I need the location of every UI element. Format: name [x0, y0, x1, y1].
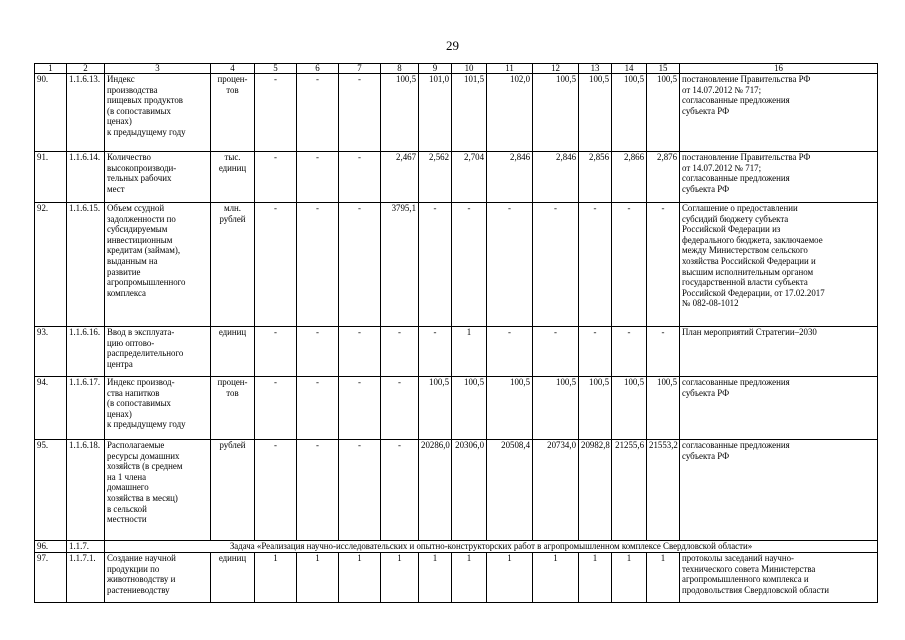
value-cell: 1: [255, 553, 297, 603]
value-cell: 2,856: [579, 152, 612, 203]
value-cell: 21255,6: [612, 440, 647, 541]
header-cell: 5: [255, 64, 297, 74]
value-cell: -: [419, 327, 452, 377]
value-cell: 1: [452, 553, 487, 603]
value-cell: 100,5: [579, 74, 612, 152]
row-code: 1.1.6.13.: [67, 74, 105, 152]
value-cell: -: [255, 203, 297, 327]
value-cell: -: [339, 327, 381, 377]
header-cell: 1: [35, 64, 67, 74]
value-cell: -: [255, 377, 297, 440]
unit-cell: единиц: [211, 553, 255, 603]
value-cell: 20286,0: [419, 440, 452, 541]
row-code: 1.1.6.15.: [67, 203, 105, 327]
value-cell: 1: [579, 553, 612, 603]
value-cell: 100,5: [612, 74, 647, 152]
value-cell: 1: [297, 553, 339, 603]
value-cell: -: [381, 440, 419, 541]
unit-cell: единиц: [211, 327, 255, 377]
header-cell: 12: [533, 64, 579, 74]
value-cell: -: [647, 203, 680, 327]
value-cell: 1: [647, 553, 680, 603]
source-cell: протоколы заседаний научно- технического совета Министерства агропромышленного комплекса и продовольствия Свердловской области: [680, 553, 878, 603]
value-cell: 2,876: [647, 152, 680, 203]
table-row: [35, 440, 878, 541]
value-cell: -: [255, 74, 297, 152]
value-cell: -: [255, 152, 297, 203]
unit-cell: рублей: [211, 440, 255, 541]
indicator-name: Объем ссудной задолженности по субсидируемым инвестиционным кредитам (займам), выданным на развитие агропромышленного комплекса: [105, 203, 211, 327]
value-cell: -: [255, 440, 297, 541]
indicators-table: [34, 63, 878, 603]
unit-cell: процен- тов: [211, 377, 255, 440]
value-cell: -: [452, 203, 487, 327]
value-cell: -: [297, 327, 339, 377]
row-number: 93.: [35, 327, 67, 377]
row-number: 92.: [35, 203, 67, 327]
header-cell: 13: [579, 64, 612, 74]
source-cell: согласованные предложения субъекта РФ: [680, 377, 878, 440]
value-cell: 1: [339, 553, 381, 603]
row-number: 91.: [35, 152, 67, 203]
value-cell: 100,5: [579, 377, 612, 440]
value-cell: -: [612, 327, 647, 377]
value-cell: 20734,0: [533, 440, 579, 541]
value-cell: 2,704: [452, 152, 487, 203]
value-cell: 21553,2: [647, 440, 680, 541]
header-cell: 10: [452, 64, 487, 74]
value-cell: 20508,4: [487, 440, 533, 541]
value-cell: 100,5: [647, 74, 680, 152]
table-row: [35, 553, 878, 603]
value-cell: 101,0: [419, 74, 452, 152]
value-cell: 1: [487, 553, 533, 603]
value-cell: 100,5: [533, 377, 579, 440]
value-cell: -: [339, 203, 381, 327]
indicator-name: Количество высокопроизводи- тельных рабочих мест: [105, 152, 211, 203]
value-cell: -: [579, 327, 612, 377]
value-cell: -: [255, 327, 297, 377]
value-cell: -: [533, 203, 579, 327]
source-cell: согласованные предложения субъекта РФ: [680, 440, 878, 541]
indicator-name: Создание научной продукции по животноводству и растениеводству: [105, 553, 211, 603]
row-number: 96.: [35, 541, 67, 553]
value-cell: 100,5: [419, 377, 452, 440]
value-cell: 2,846: [533, 152, 579, 203]
value-cell: 100,5: [647, 377, 680, 440]
value-cell: 1: [419, 553, 452, 603]
header-cell: 8: [381, 64, 419, 74]
value-cell: 2,467: [381, 152, 419, 203]
table-row: [35, 74, 878, 152]
value-cell: -: [297, 203, 339, 327]
indicator-name: Ввод в эксплуата- цию оптово- распределительного центра: [105, 327, 211, 377]
value-cell: -: [297, 377, 339, 440]
row-code: 1.1.6.16.: [67, 327, 105, 377]
header-cell: 2: [67, 64, 105, 74]
row-number: 94.: [35, 377, 67, 440]
value-cell: -: [297, 152, 339, 203]
value-cell: 20982,8: [579, 440, 612, 541]
value-cell: -: [339, 440, 381, 541]
row-code: 1.1.7.: [67, 541, 105, 553]
value-cell: 2,846: [487, 152, 533, 203]
row-number: 97.: [35, 553, 67, 603]
row-code: 1.1.6.14.: [67, 152, 105, 203]
task-title: Задача «Реализация научно-исследовательских и опытно-конструкторских работ в агропромышленном комплексе Свердловской области»: [105, 541, 878, 553]
row-number: 90.: [35, 74, 67, 152]
indicator-name: Индекс производства пищевых продуктов (в сопоставимых ценах) к предыдущему году: [105, 74, 211, 152]
value-cell: 100,5: [612, 377, 647, 440]
value-cell: 1: [612, 553, 647, 603]
header-cell: 15: [647, 64, 680, 74]
header-cell: 9: [419, 64, 452, 74]
value-cell: -: [339, 377, 381, 440]
value-cell: 2,562: [419, 152, 452, 203]
header-cell: 6: [297, 64, 339, 74]
value-cell: 100,5: [381, 74, 419, 152]
value-cell: 100,5: [452, 377, 487, 440]
header-cell: 11: [487, 64, 533, 74]
table-body: [35, 64, 878, 603]
header-cell: 3: [105, 64, 211, 74]
value-cell: -: [533, 327, 579, 377]
page-number: 29: [446, 38, 459, 53]
table-row: [35, 203, 878, 327]
value-cell: 1: [381, 553, 419, 603]
table-row: [35, 377, 878, 440]
value-cell: -: [487, 203, 533, 327]
indicator-name: Индекс производ- ства напитков (в сопоставимых ценах) к предыдущему году: [105, 377, 211, 440]
value-cell: 20306,0: [452, 440, 487, 541]
value-cell: 2,866: [612, 152, 647, 203]
source-cell: Соглашение о предоставлении субсидий бюджету субъекта Российской Федерации из федерального бюджета, заключаемое между Министерством сельского хозяйства Российской Федерации и высшим исполнительным органом государственной власти субъекта Российской Федерации, от 17.02.2017 № 082-08-1012: [680, 203, 878, 327]
header-row: [35, 64, 878, 74]
value-cell: -: [612, 203, 647, 327]
source-cell: План мероприятий Стратегии–2030: [680, 327, 878, 377]
value-cell: 1: [533, 553, 579, 603]
header-cell: 14: [612, 64, 647, 74]
value-cell: -: [381, 377, 419, 440]
value-cell: -: [381, 327, 419, 377]
table-row: [35, 541, 878, 553]
value-cell: -: [297, 440, 339, 541]
value-cell: 1: [452, 327, 487, 377]
unit-cell: тыс. единиц: [211, 152, 255, 203]
unit-cell: процен- тов: [211, 74, 255, 152]
table-row: [35, 152, 878, 203]
header-cell: 4: [211, 64, 255, 74]
value-cell: -: [419, 203, 452, 327]
value-cell: -: [339, 152, 381, 203]
value-cell: 102,0: [487, 74, 533, 152]
table-row: [35, 327, 878, 377]
value-cell: -: [339, 74, 381, 152]
unit-cell: млн. рублей: [211, 203, 255, 327]
source-cell: постановление Правительства РФ от 14.07.2012 № 717; согласованные предложения субъекта РФ: [680, 152, 878, 203]
header-cell: 7: [339, 64, 381, 74]
value-cell: -: [579, 203, 612, 327]
row-code: 1.1.6.18.: [67, 440, 105, 541]
source-cell: постановление Правительства РФ от 14.07.2012 № 717; согласованные предложения субъекта РФ: [680, 74, 878, 152]
indicator-name: Располагаемые ресурсы домашних хозяйств (в среднем на 1 члена домашнего хозяйства в месяц) в сельской местности: [105, 440, 211, 541]
row-number: 95.: [35, 440, 67, 541]
value-cell: -: [297, 74, 339, 152]
value-cell: -: [487, 327, 533, 377]
header-cell: 16: [680, 64, 878, 74]
row-code: 1.1.6.17.: [67, 377, 105, 440]
value-cell: 3795,1: [381, 203, 419, 327]
row-code: 1.1.7.1.: [67, 553, 105, 603]
value-cell: -: [647, 327, 680, 377]
value-cell: 100,5: [533, 74, 579, 152]
value-cell: 100,5: [487, 377, 533, 440]
value-cell: 101,5: [452, 74, 487, 152]
